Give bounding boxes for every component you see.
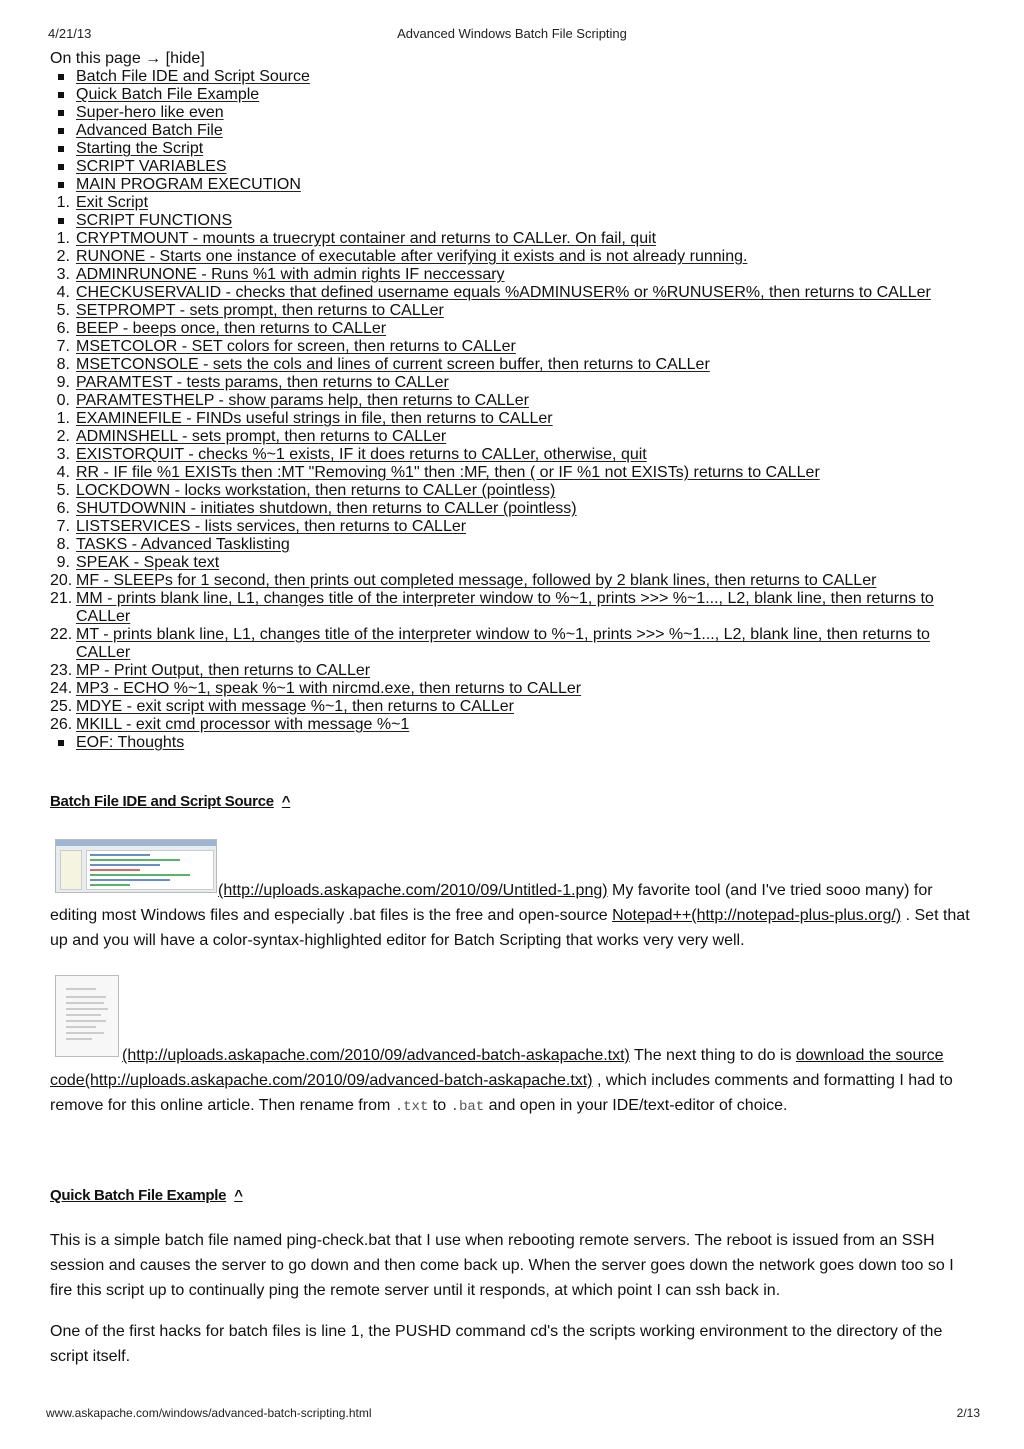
toc-item[interactable] <box>50 464 980 482</box>
section-heading-text[interactable]: Quick Batch File Example <box>50 1187 227 1204</box>
toc-item[interactable] <box>50 158 980 176</box>
toc-link[interactable]: BEEP - beeps once, then returns to CALLer <box>76 320 387 337</box>
code-txt: .txt <box>394 1099 429 1115</box>
code-bat: .bat <box>450 1099 485 1115</box>
list-number: 23. <box>50 662 73 679</box>
toc-item[interactable] <box>50 734 980 752</box>
bullet-square-icon <box>58 92 64 98</box>
toc-item[interactable] <box>50 518 980 536</box>
list-number: 1. <box>56 230 70 247</box>
toc-item[interactable] <box>50 410 980 428</box>
toc-link[interactable]: EXISTORQUIT - checks %~1 exists, IF it does returns to CALLer, otherwise, quit <box>76 446 647 463</box>
list-number: 5. <box>56 482 70 499</box>
toc-item[interactable] <box>50 194 980 212</box>
toc-link[interactable]: MP - Print Output, then returns to CALLer <box>76 662 371 679</box>
toc-link[interactable]: MP3 - ECHO %~1, speak %~1 with nircmd.exe, then returns to CALLer <box>76 680 582 697</box>
toc-link[interactable]: TASKS - Advanced Tasklisting <box>76 536 290 553</box>
toc-item[interactable] <box>50 212 980 230</box>
toc-link[interactable]: MSETCONSOLE - sets the cols and lines of current screen buffer, then returns to CALLer <box>76 356 710 373</box>
list-number: 7. <box>56 518 70 535</box>
toc-item[interactable] <box>50 626 980 662</box>
toc-link[interactable]: RUNONE - Starts one instance of executable after verifying it exists and is not already running. <box>76 248 748 265</box>
toc-item[interactable] <box>50 500 980 518</box>
toc-link[interactable]: RR - IF file %1 EXISTs then :MT "Removing %1" then :MF, then ( or IF %1 not EXISTs) returns to CALLer <box>76 464 820 481</box>
toc-link[interactable]: SETPROMPT - sets prompt, then returns to CALLer <box>76 302 444 319</box>
section-heading-quick-example[interactable] <box>50 1187 243 1204</box>
list-number: 2. <box>56 248 70 265</box>
toc-item[interactable] <box>50 140 980 158</box>
toc-item[interactable] <box>50 698 980 716</box>
list-number: 1. <box>56 194 70 211</box>
list-number: 25. <box>50 698 73 715</box>
screenshot-link[interactable]: (http://uploads.askapache.com/2010/09/Untitled-1.png) <box>218 882 608 899</box>
toc-item[interactable] <box>50 680 980 698</box>
toc-link[interactable]: Batch File IDE and Script Source <box>76 68 310 85</box>
list-number: 4. <box>56 464 70 481</box>
toc-link[interactable]: Exit Script <box>76 194 149 211</box>
list-number: 6. <box>56 500 70 517</box>
list-number: 24. <box>50 680 73 697</box>
print-date: 4/21/13 <box>48 26 92 41</box>
list-number: 8. <box>56 536 70 553</box>
table-of-contents <box>50 50 980 752</box>
toc-link[interactable]: MDYE - exit script with message %~1, then returns to CALLer <box>76 698 514 715</box>
toc-link[interactable]: ADMINSHELL - sets prompt, then returns to CALLer <box>76 428 447 445</box>
ping-check-paragraph: This is a simple batch file named ping-check.bat that I use when rebooting remote servers. The reboot is issued from an SSH session and causes the server to go down and then come back up. When the server goes down the network goes down too so I fire this script up to continually ping the remote server until it responds, at which point I can ssh back in. <box>50 1232 954 1299</box>
toc-item[interactable] <box>50 338 980 356</box>
toc-item[interactable] <box>50 392 980 410</box>
toc-item[interactable] <box>50 176 980 194</box>
download-source-link[interactable]: download the source code(http://uploads.askapache.com/2010/09/advanced-batch-askapache.txt) <box>50 1047 944 1089</box>
bullet-square-icon <box>58 164 64 170</box>
print-title: Advanced Windows Batch File Scripting <box>397 26 627 41</box>
toc-link[interactable]: MM - prints blank line, L1, changes title of the interpreter window to %~1, prints >>> %~1..., L2, blank line, then returns to CALLer <box>76 590 934 625</box>
toc-link[interactable]: SCRIPT FUNCTIONS <box>76 212 233 229</box>
toc-item[interactable] <box>50 374 980 392</box>
toc-item[interactable] <box>50 536 980 554</box>
toc-item[interactable] <box>50 446 980 464</box>
toc-link[interactable]: Quick Batch File Example <box>76 86 260 103</box>
toc-link[interactable]: CHECKUSERVALID - checks that defined username equals %ADMINUSER% or %RUNUSER%, then returns to CALLer <box>76 284 931 301</box>
list-number: 22. <box>50 626 73 643</box>
toc-link[interactable]: MF - SLEEPs for 1 second, then prints out completed message, followed by 2 blank lines, then returns to CALLer <box>76 572 877 589</box>
print-url: www.askapache.com/windows/advanced-batch-scripting.html <box>46 1406 372 1420</box>
pushd-paragraph: One of the first hacks for batch files is line 1, the PUSHD command cd's the scripts working environment to the directory of the script itself. <box>50 1323 943 1365</box>
toc-link[interactable]: EOF: Thoughts <box>76 734 185 751</box>
toc-item[interactable] <box>50 266 980 284</box>
notepad-plus-plus-link[interactable]: Notepad++(http://notepad-plus-plus.org/) <box>612 907 902 924</box>
bullet-square-icon <box>58 740 64 746</box>
toc-item[interactable] <box>50 356 980 374</box>
toc-link[interactable]: LISTSERVICES - lists services, then returns to CALLer <box>76 518 467 535</box>
section-heading-text[interactable]: Batch File IDE and Script Source <box>50 793 274 810</box>
download-paragraph: (http://uploads.askapache.com/2010/09/advanced-batch-askapache.txt) The next thing to do is download the source code(http://uploads.askapache.com/2010/09/advanced-batch-askapache.txt) , which includes comments and formatting I had to remove for this online article. Then rename from .txt to .bat and open in your IDE/text-editor of choice. <box>50 1047 953 1115</box>
ide-paragraph: (http://uploads.askapache.com/2010/09/Untitled-1.png) My favorite tool (and I've tried sooo many) for editing most Windows files and especially .bat files is the free and open-source Notepad++(http://notepad-plus-plus.org/) . Set that up and you will have a color-syntax-highlighted editor for Batch Scripting that works very very well. <box>50 882 970 949</box>
toc-item[interactable] <box>50 104 980 122</box>
bullet-square-icon <box>58 74 64 80</box>
list-number: 0. <box>56 392 70 409</box>
toc-item[interactable] <box>50 428 980 446</box>
list-number: 21. <box>50 590 73 607</box>
list-number: 3. <box>56 446 70 463</box>
toc-item[interactable] <box>50 590 980 626</box>
toc-link[interactable]: ADMINRUNONE - Runs %1 with admin rights IF neccessary <box>76 266 505 283</box>
toc-item[interactable] <box>50 86 980 104</box>
toc-item[interactable] <box>50 248 980 266</box>
toc-link[interactable]: MKILL - exit cmd processor with message %~1 <box>76 716 410 733</box>
list-number: 1. <box>56 410 70 427</box>
toc-link[interactable]: MSETCOLOR - SET colors for screen, then returns to CALLer <box>76 338 516 355</box>
toc-link[interactable]: Super-hero like even <box>76 104 224 121</box>
toc-item[interactable] <box>50 482 980 500</box>
back-to-top-link[interactable]: ^ <box>234 1187 243 1204</box>
list-number: 9. <box>56 554 70 571</box>
list-number: 5. <box>56 302 70 319</box>
list-number: 8. <box>56 356 70 373</box>
toc-item[interactable] <box>50 554 980 572</box>
toc-link[interactable]: Advanced Batch File <box>76 122 223 139</box>
toc-item[interactable] <box>50 68 980 86</box>
toc-item[interactable] <box>50 320 980 338</box>
toc-item[interactable] <box>50 302 980 320</box>
toc-link[interactable]: SCRIPT VARIABLES <box>76 158 227 175</box>
bullet-square-icon <box>58 146 64 152</box>
back-to-top-link[interactable]: ^ <box>281 793 291 810</box>
bullet-square-icon <box>58 128 64 134</box>
list-number: 3. <box>56 266 70 283</box>
toc-item[interactable] <box>50 716 980 734</box>
toc-link[interactable]: SPEAK - Speak text <box>76 554 220 571</box>
txt-file-link[interactable]: (http://uploads.askapache.com/2010/09/advanced-batch-askapache.txt) <box>122 1047 630 1064</box>
bullet-square-icon <box>58 110 64 116</box>
toc-link[interactable]: MAIN PROGRAM EXECUTION <box>76 176 301 193</box>
toc-link[interactable]: Starting the Script <box>76 140 204 157</box>
list-number: 9. <box>56 374 70 391</box>
list-number: 26. <box>50 716 73 733</box>
toc-link[interactable]: CRYPTMOUNT - mounts a truecrypt container and returns to CALLer. On fail, quit <box>76 230 657 247</box>
list-number: 7. <box>56 338 70 355</box>
toc-item[interactable] <box>50 122 980 140</box>
toc-item[interactable] <box>50 230 980 248</box>
list-number: 20. <box>50 572 73 589</box>
bullet-square-icon <box>58 218 64 224</box>
toc-link[interactable]: PARAMTESTHELP - show params help, then returns to CALLer <box>76 392 529 409</box>
list-number: 4. <box>56 284 70 301</box>
section-heading-ide[interactable] <box>50 793 290 810</box>
toc-item[interactable] <box>50 572 980 590</box>
toc-link[interactable]: EXAMINEFILE - FINDs useful strings in file, then returns to CALLer <box>76 410 553 427</box>
toc-link[interactable]: SHUTDOWNIN - initiates shutdown, then returns to CALLer (pointless) <box>76 500 577 517</box>
list-number: 6. <box>56 320 70 337</box>
toc-link[interactable]: PARAMTEST - tests params, then returns to CALLer <box>76 374 449 391</box>
toc-heading[interactable]: On this page → [hide] <box>50 50 205 67</box>
toc-link[interactable]: LOCKDOWN - locks workstation, then returns to CALLer (pointless) <box>76 482 556 499</box>
toc-list <box>50 68 980 752</box>
toc-item[interactable] <box>50 284 980 302</box>
toc-link[interactable]: MT - prints blank line, L1, changes title of the interpreter window to %~1, prints >>> %~1..., L2, blank line, then returns to CALLer <box>76 626 930 661</box>
bullet-square-icon <box>58 182 64 188</box>
page-number: 2/13 <box>956 1406 980 1420</box>
list-number: 2. <box>56 428 70 445</box>
toc-item[interactable] <box>50 662 980 680</box>
